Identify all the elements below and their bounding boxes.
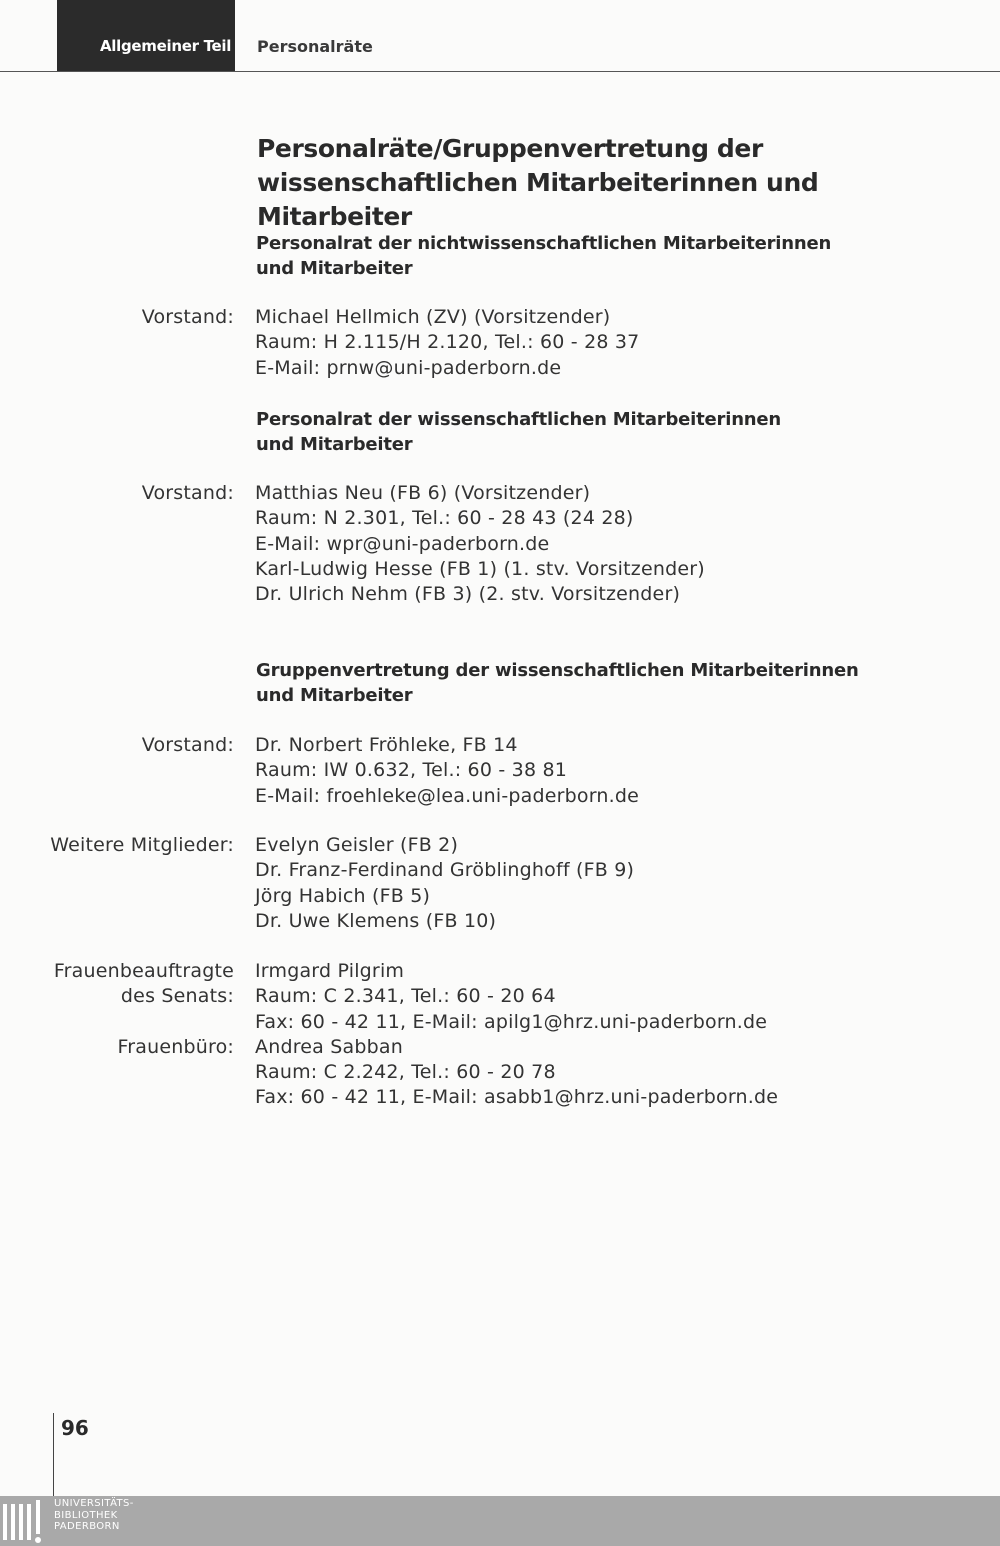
section-heading-line: Personalrat der nichtwissenschaftlichen Mitarbeiterinnen xyxy=(256,233,832,254)
field-label-vorstand xyxy=(142,733,234,758)
header-divider xyxy=(0,71,1000,72)
page-number: 96 xyxy=(61,1416,89,1440)
member-item: Dr. Uwe Klemens (FB 10) xyxy=(255,909,497,932)
library-logo-text xyxy=(54,1498,134,1533)
entry-line: Irmgard Pilgrim xyxy=(255,960,405,982)
field-label-vorstand xyxy=(142,481,234,506)
field-label-text: des Senats: xyxy=(120,985,234,1008)
section-heading-line: und Mitarbeiter xyxy=(256,685,413,706)
field-label-text: Vorstand: xyxy=(141,734,234,756)
section-heading-line: und Mitarbeiter xyxy=(256,434,413,455)
entry-line: Raum: H 2.115/H 2.120, Tel.: 60 - 28 37 xyxy=(255,331,640,354)
logo-text-line: UNIVERSITÄTS- xyxy=(54,1498,134,1509)
field-label-frauenbeauftragte xyxy=(54,959,234,1060)
field-label-text: Weitere Mitglieder: xyxy=(50,834,234,856)
section-tab-label: Allgemeiner Teil xyxy=(100,37,232,55)
field-label-text: Vorstand: xyxy=(141,482,234,504)
page-title-line: wissenschaftlichen Mitarbeiterinnen und Mitarbeiter xyxy=(257,168,819,231)
entry-line: Raum: C 2.341, Tel.: 60 - 20 64 xyxy=(255,985,556,1008)
entry-line: Raum: IW 0.632, Tel.: 60 - 38 81 xyxy=(255,759,568,782)
entry-line: Dr. Ulrich Nehm (FB 3) (2. stv. Vorsitzender) xyxy=(255,583,681,606)
footer-bar xyxy=(0,1496,1000,1546)
member-item: Evelyn Geisler (FB 2) xyxy=(255,834,459,856)
entry-line: Fax: 60 - 42 11, E-Mail: asabb1@hrz.uni-paderborn.de xyxy=(255,1086,779,1109)
chapter-tab-label: Personalräte xyxy=(257,37,373,56)
field-value-block xyxy=(255,733,639,809)
section-tab xyxy=(57,0,235,71)
section-heading xyxy=(256,407,876,457)
member-item: Jörg Habich (FB 5) xyxy=(255,884,431,907)
page-title-line: Personalräte/Gruppenvertretung der xyxy=(257,134,763,163)
field-label-text: Vorstand: xyxy=(141,306,234,328)
entry-line: E-Mail: prnw@uni-paderborn.de xyxy=(255,356,562,379)
section-heading xyxy=(256,658,876,708)
section-heading-line: Personalrat der wissenschaftlichen Mitarbeiterinnen xyxy=(256,409,782,430)
entry-line: Andrea Sabban xyxy=(255,1035,403,1058)
library-logo-icon xyxy=(3,1500,51,1544)
entry-line: Raum: N 2.301, Tel.: 60 - 28 43 (24 28) xyxy=(255,507,634,530)
logo-text-line: BIBLIOTHEK xyxy=(54,1509,118,1521)
field-label-frauenbuero: Frauenbüro: xyxy=(117,1035,234,1058)
section-heading-line: Gruppenvertretung der wissenschaftlichen Mitarbeiterinnen xyxy=(256,660,859,681)
field-value-block xyxy=(255,959,778,1111)
entry-line: Raum: C 2.242, Tel.: 60 - 20 78 xyxy=(255,1061,556,1084)
entry-line: Karl-Ludwig Hesse (FB 1) (1. stv. Vorsitzender) xyxy=(255,557,705,580)
entry-line: Matthias Neu (FB 6) (Vorsitzender) xyxy=(255,482,591,504)
entry-line: E-Mail: wpr@uni-paderborn.de xyxy=(255,532,550,555)
section-heading xyxy=(256,231,876,281)
page-number-rule xyxy=(53,1413,54,1498)
section-heading-line: und Mitarbeiter xyxy=(256,258,413,279)
entry-line: Dr. Norbert Fröhleke, FB 14 xyxy=(255,734,518,756)
field-label-members xyxy=(50,833,234,858)
entry-line: Fax: 60 - 42 11, E-Mail: apilg1@hrz.uni-paderborn.de xyxy=(255,1010,768,1033)
field-label-text: Frauenbeauftragte xyxy=(53,960,234,982)
field-value-block xyxy=(255,305,639,381)
member-item: Dr. Franz-Ferdinand Gröblinghoff (FB 9) xyxy=(255,859,635,882)
entry-line: E-Mail: froehleke@lea.uni-paderborn.de xyxy=(255,784,640,807)
entry-line: Michael Hellmich (ZV) (Vorsitzender) xyxy=(255,306,611,328)
field-label-vorstand xyxy=(142,305,234,330)
logo-text-line: PADERBORN xyxy=(54,1521,120,1532)
page-title xyxy=(257,132,937,234)
field-value-block xyxy=(255,481,705,607)
members-list xyxy=(255,833,634,934)
